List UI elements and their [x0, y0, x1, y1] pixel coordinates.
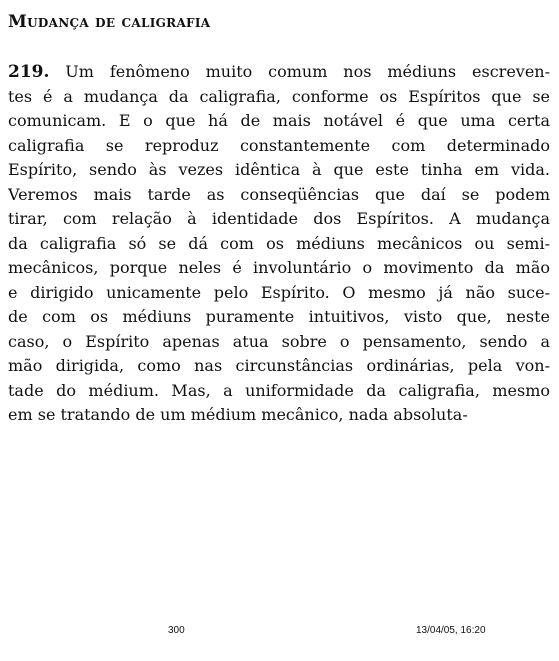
paragraph-line: Espírito, sendo às vezes idêntica à que este tinha em vida.: [8, 160, 550, 179]
paragraph-line: mão dirigida, como nas circunstâncias ordinárias, pela von-: [8, 356, 550, 375]
paragraph-line: tirar, com relação à identidade dos Espíritos. A mudança: [8, 209, 550, 228]
paragraph-line: Veremos mais tarde as conseqüências que daí se podem: [8, 184, 550, 204]
paragraph-line: da caligrafia só se dá com os médiuns mecânicos ou semi-: [8, 233, 550, 253]
paragraph-number: 219.: [8, 62, 50, 82]
paragraph-line: em se tratando de um médium mecânico, nada absoluta-: [8, 405, 468, 424]
paragraph-line: caso, o Espírito apenas atua sobre o pensamento, sendo a: [8, 331, 550, 351]
paragraph-line: tade do médium. Mas, a uniformidade da caligrafia, mesmo: [8, 380, 550, 400]
paragraph-line-text: Um fenômeno muito comum nos médiuns escreven-: [65, 62, 550, 81]
paragraph-line: comunicam. E o que há de mais notável é que uma certa: [8, 111, 550, 130]
paragraph-line: mecânicos, porque neles é involuntário o movimento da mão: [8, 258, 550, 277]
section-heading: Mudança de caligrafia: [8, 12, 211, 32]
paragraph-line: caligrafia se reproduz constantemente com determinado: [8, 135, 550, 155]
print-timestamp: 13/04/05, 16:20: [416, 625, 486, 636]
paragraph-line: tes é a mudança da caligrafia, conforme os Espíritos que se: [8, 86, 550, 106]
paragraph-line: [8, 60, 550, 85]
page-number: 300: [168, 625, 185, 636]
paragraph-219: [8, 60, 550, 428]
paragraph-line: de com os médiuns puramente intuitivos, visto que, neste: [8, 307, 550, 326]
paragraph-line: e dirigido unicamente pelo Espírito. O mesmo já não suce-: [8, 282, 550, 302]
